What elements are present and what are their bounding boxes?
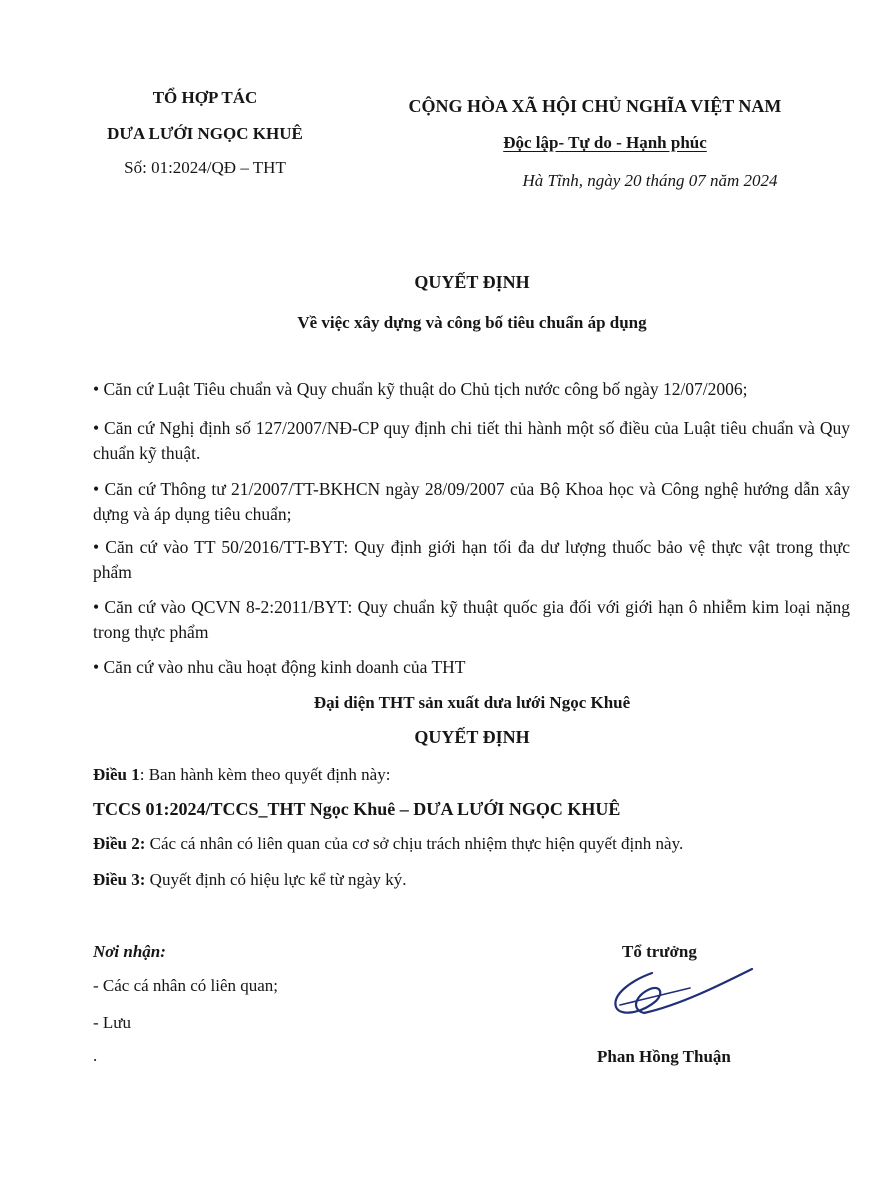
article-2-text: Các cá nhân có liên quan của cơ sở chịu trách nhiệm thực hiện quyết định này. [145,834,684,853]
handwritten-signature [590,955,770,1035]
article-3-text: Quyết định có hiệu lực kể từ ngày ký. [145,870,407,889]
article-1 [93,765,390,785]
document-title: QUYẾT ĐỊNH [414,272,530,292]
org-name-line2: DƯA LƯỚI NGỌC KHUÊ [107,124,303,143]
country-name: CỘNG HÒA XÃ HỘI CHỦ NGHĨA VIỆT NAM [408,96,782,116]
recipients-label: Nơi nhận: [93,942,166,961]
place-and-date: Hà Tĩnh, ngày 20 tháng 07 năm 2024 [522,171,778,190]
legal-basis-1: • Căn cứ Luật Tiêu chuẩn và Quy chuẩn kỹ thuật do Chủ tịch nước công bố ngày 12/07/2006; [93,379,748,399]
legal-basis-6: • Căn cứ vào nhu cầu hoạt động kinh doanh của THT [93,657,466,677]
legal-basis-3: • Căn cứ Thông tư 21/2007/TT-BKHCN ngày 28/09/2007 của Bộ Khoa học và Công nghệ hướng dẫn xây dựng và áp dụng tiêu chuẩn; [93,479,850,524]
legal-basis-5: • Căn cứ vào QCVN 8-2:2011/BYT: Quy chuẩn kỹ thuật quốc gia đối với giới hạn ô nhiễm kim loại nặng trong thực phẩm [93,597,850,642]
standard-code: TCCS 01:2024/TCCS_THT Ngọc Khuê – DƯA LƯỚI NGỌC KHUÊ [93,799,621,819]
decision-heading: QUYẾT ĐỊNH [414,727,530,747]
article-1-text: : Ban hành kèm theo quyết định này: [139,765,391,784]
article-2 [93,834,683,854]
article-2-label: Điều 2: [93,834,146,853]
legal-basis-4: • Căn cứ vào TT 50/2016/TT-BYT: Quy định giới hạn tối đa dư lượng thuốc bảo vệ thực vật trong thực phẩm [93,537,850,582]
org-name-line1: TỔ HỢP TÁC [152,88,258,107]
national-motto: Độc lập- Tự do - Hạnh phúc [503,133,707,152]
article-1-label: Điều 1 [93,765,140,784]
signer-position: Tổ trưởng [622,942,697,961]
legal-basis-2: • Căn cứ Nghị định số 127/2007/NĐ-CP quy định chi tiết thi hành một số điều của Luật tiêu chuẩn và Quy chuẩn kỹ thuật. [93,418,850,463]
recipient-item-1: - Các cá nhân có liên quan; [93,976,279,995]
representative-line: Đại diện THT sản xuất dưa lưới Ngọc Khuê [313,693,631,712]
article-3-label: Điều 3: [93,870,146,889]
recipient-item-2: - Lưu [93,1013,132,1032]
document-number: Số: 01:2024/QĐ – THT [124,158,286,177]
article-3 [93,870,407,890]
recipient-dot: . [93,1046,98,1065]
document-subject: Về việc xây dựng và công bố tiêu chuẩn áp dụng [297,313,647,332]
signer-name: Phan Hồng Thuận [597,1047,731,1066]
